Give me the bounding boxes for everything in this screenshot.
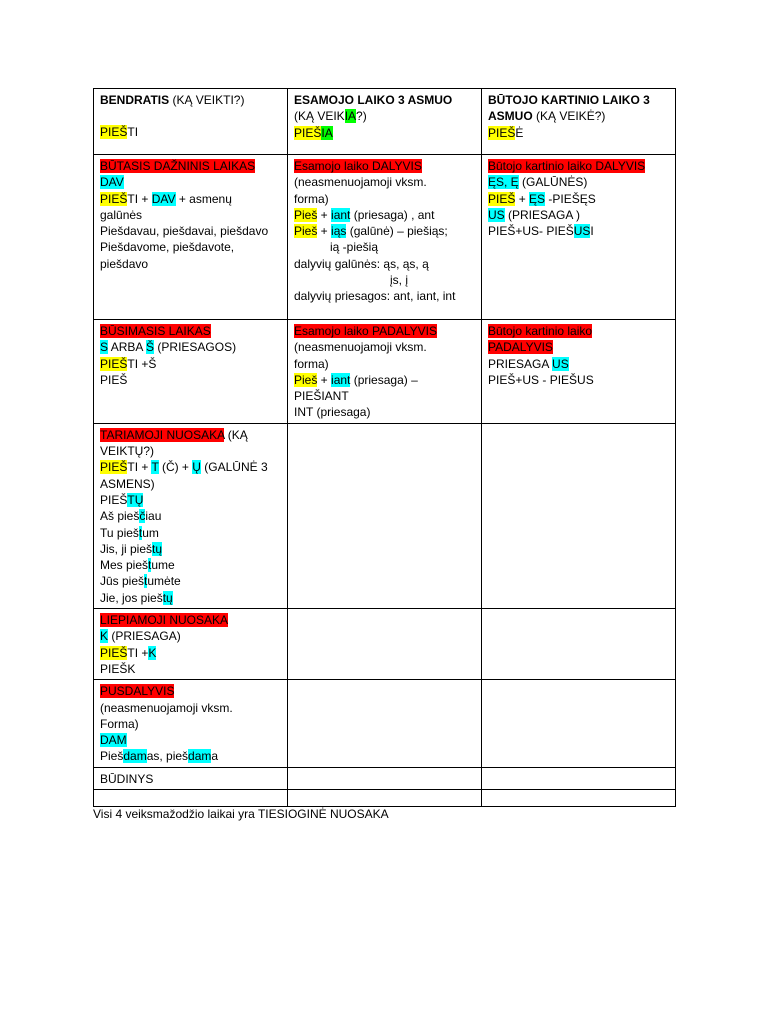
- past-adverbial-participle-cell: [482, 320, 676, 424]
- present-adverbial-title: Esamojo laiko PADALYVIS: [294, 324, 437, 338]
- conjugation-line: Jūs pieštumėte: [100, 574, 181, 589]
- header-present-3rd-cell: [288, 89, 482, 155]
- text-line: piešdavo: [100, 256, 149, 271]
- header-past-title: BŪTOJO KARTINIO LAIKO 3: [488, 93, 650, 107]
- frequentative-formula: PIEŠTI + DAV + asmenų: [100, 191, 232, 206]
- frequentative-past-title: BŪTASIS DAŽNINIS LAIKAS: [100, 159, 256, 173]
- text-line: INT (priesaga): [294, 405, 371, 420]
- present-adverbial-formula: Pieš + iant (priesaga) –: [294, 372, 418, 387]
- text-line: galūnės: [100, 207, 143, 222]
- empty-cell: [288, 609, 482, 680]
- header-past-3rd-cell: [482, 89, 676, 155]
- row-conditional: [94, 423, 676, 608]
- text-line: forma): [294, 191, 329, 206]
- header-infinitive-title: BENDRATIS (KĄ VEIKTI?): [100, 93, 245, 107]
- text-line: PIEŠ+US - PIEŠUS: [488, 372, 594, 387]
- text-line: dalyvių priesagos: ant, iant, int: [294, 289, 456, 304]
- text-line: Forma): [100, 716, 139, 731]
- past-participle-suffix: US (PRIESAGA ): [488, 207, 581, 222]
- imperative-title: LIEPIAMOJI NUOSAKA: [100, 613, 229, 628]
- imperative-formula: PIEŠTI +K: [100, 645, 157, 660]
- conditional-example: PIEŠTŲ: [100, 492, 144, 507]
- row-frequentative-past: [94, 155, 676, 320]
- row-empty: [94, 790, 676, 807]
- header-row: [94, 89, 676, 155]
- empty-cell: [288, 767, 482, 789]
- present-participle-title: Esamojo laiko DALYVIS: [294, 159, 422, 173]
- text-line: Piešdavome, piešdavote,: [100, 240, 235, 255]
- present-adverbial-participle-cell: [288, 320, 482, 424]
- imperative-cell: [94, 609, 288, 680]
- empty-cell: [288, 423, 482, 608]
- past-participle-title: Būtojo kartinio laiko DALYVIS: [488, 159, 646, 173]
- header-present-example: PIEŠIA: [294, 125, 333, 140]
- text-line: PIEŠ: [100, 372, 128, 387]
- header-infinitive-example: PIEŠTI: [100, 125, 139, 140]
- half-participle-suffix: DAM: [100, 733, 127, 748]
- half-participle-cell: [94, 680, 288, 767]
- header-past-question: ASMUO (KĄ VEIKĖ?): [488, 109, 606, 124]
- budinys-cell: [94, 767, 288, 789]
- spacer: [100, 108, 281, 124]
- dav-suffix: DAV: [100, 175, 124, 190]
- budinys-label: BŪDINYS: [100, 771, 154, 786]
- row-budinys: [94, 767, 676, 789]
- text-line: įs, į: [390, 273, 408, 288]
- header-infinitive-cell: [94, 89, 288, 155]
- empty-cell: [288, 790, 482, 807]
- frequentative-past-cell: [94, 155, 288, 320]
- conjugation-line: Tu pieštum: [100, 525, 159, 540]
- conditional-title: TARIAMOJI NUOSAKA (KĄ: [100, 427, 248, 442]
- text-line: PIEŠIANT: [294, 389, 349, 404]
- row-future: [94, 320, 676, 424]
- header-past-example: PIEŠĖ: [488, 125, 524, 140]
- conjugation-line: Aš pieščiau: [100, 509, 162, 524]
- imperative-suffix: K (PRIESAGA): [100, 629, 181, 644]
- present-participle-cell: [288, 155, 482, 320]
- past-participle-cell: [482, 155, 676, 320]
- text-line: ią -piešią: [330, 240, 379, 255]
- text-line: PIEŠK: [100, 661, 136, 676]
- half-participle-example: Piešdamas, piešdama: [100, 749, 219, 764]
- text-line: forma): [294, 356, 329, 371]
- conditional-cell: [94, 423, 288, 608]
- footer-note: Visi 4 veiksmažodžio laikai yra TIESIOGINĖ NUOSAKA: [93, 807, 389, 821]
- empty-cell: [482, 767, 676, 789]
- conjugation-line: Jie, jos pieštų: [100, 590, 173, 605]
- past-adverbial-title: Būtojo kartinio laiko: [488, 324, 593, 338]
- text-line: dalyvių galūnės: ąs, ąs, ą: [294, 256, 429, 271]
- empty-cell: [482, 680, 676, 767]
- past-participle-formula: PIEŠ + ĘS -PIEŠĘS: [488, 191, 596, 206]
- text-line: ASMENS): [100, 476, 155, 491]
- conjugation-line: Mes pieštume: [100, 558, 175, 573]
- empty-cell: [288, 680, 482, 767]
- conditional-formula: PIEŠTI + T (Č) + Ų (GALŪNĖ 3: [100, 460, 268, 475]
- past-adverbial-suffix: PRIESAGA US: [488, 356, 569, 371]
- past-participle-example: PIEŠ+US- PIEŠUSI: [488, 224, 594, 239]
- present-participle-formula-2: Pieš + iąs (galūnė) – piešiąs;: [294, 224, 448, 239]
- text-line: VEIKTŲ?): [100, 444, 155, 459]
- row-half-participle: [94, 680, 676, 767]
- present-participle-formula-1: Pieš + iant (priesaga) , ant: [294, 207, 435, 222]
- future-title: BŪSIMASIS LAIKAS: [100, 324, 211, 338]
- empty-cell: [482, 609, 676, 680]
- past-participle-endings: ĘS, Ę (GALŪNĖS): [488, 175, 588, 190]
- empty-cell: [482, 423, 676, 608]
- empty-cell: [94, 790, 288, 807]
- empty-cell: [482, 790, 676, 807]
- future-cell: [94, 320, 288, 424]
- text-line: (neasmenuojamoji vksm.: [100, 700, 233, 715]
- text-line: (neasmenuojamoji vksm.: [294, 175, 427, 190]
- conjugation-line: Jis, ji pieštų: [100, 541, 163, 556]
- row-imperative: [94, 609, 676, 680]
- verb-forms-table: [93, 88, 676, 807]
- header-present-title: ESAMOJO LAIKO 3 ASMUO: [294, 93, 453, 107]
- header-present-question: (KĄ VEIKIA?): [294, 109, 367, 124]
- future-formula: PIEŠTI +Š: [100, 356, 157, 371]
- half-participle-title: PUSDALYVIS: [100, 684, 175, 699]
- past-adverbial-title-2: PADALYVIS: [488, 340, 553, 355]
- future-suffixes: S ARBA Š (PRIESAGOS): [100, 340, 237, 355]
- text-line: Piešdavau, piešdavai, piešdavo: [100, 224, 269, 239]
- text-line: (neasmenuojamoji vksm.: [294, 340, 427, 355]
